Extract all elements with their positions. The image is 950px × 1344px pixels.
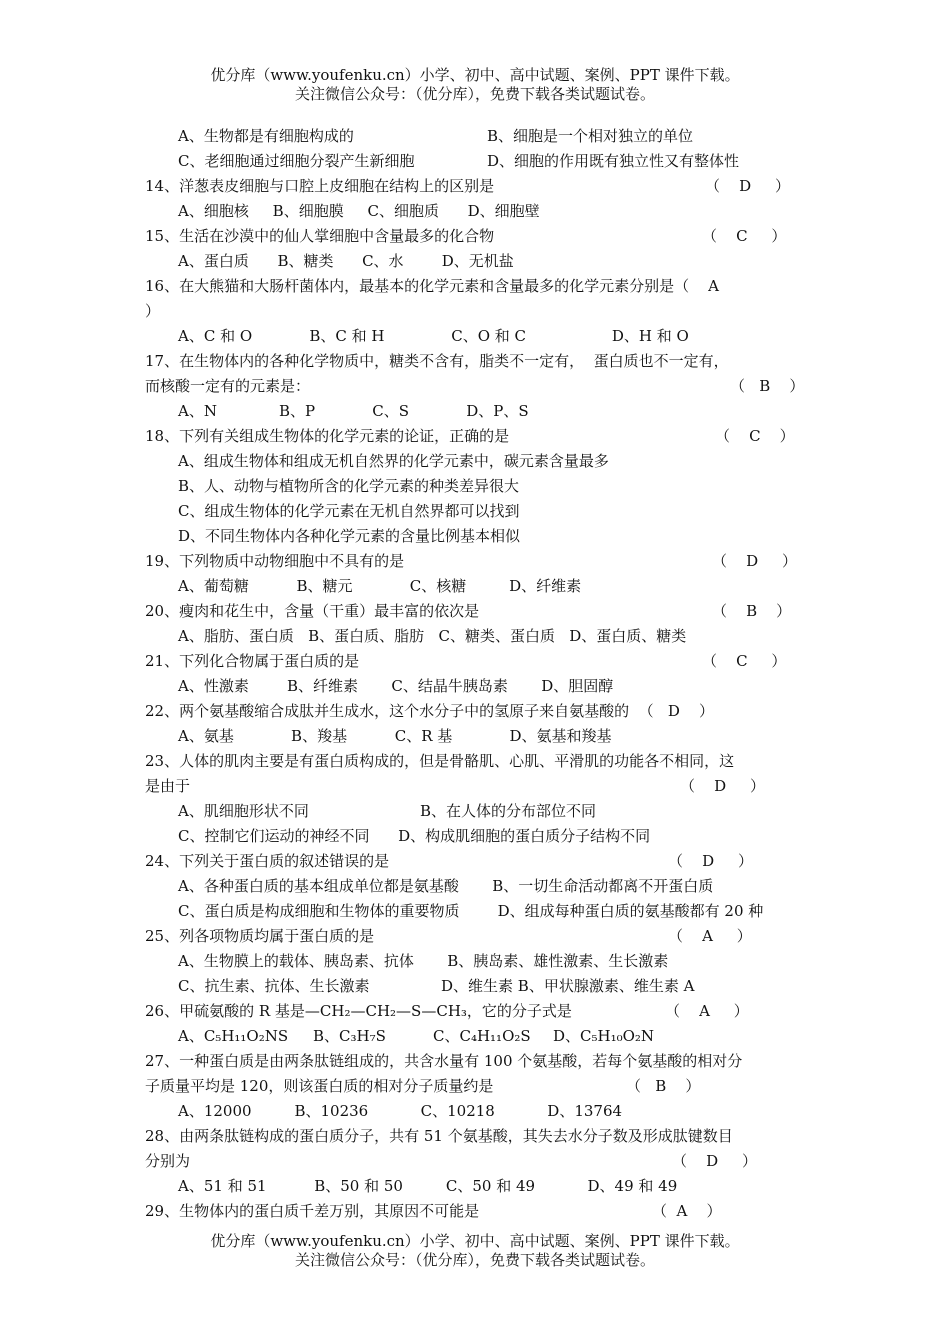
option-18-a: A、组成生物体和组成无机自然界的化学元素中，碳元素含量最多 bbox=[178, 452, 609, 470]
answer-26: （ A ） bbox=[665, 1002, 749, 1020]
option-line: C、老细胞通过细胞分裂产生新细胞 bbox=[178, 152, 415, 170]
answer-21: （ C ） bbox=[702, 652, 787, 670]
option-26-b: B、C₃H₇S bbox=[313, 1027, 386, 1045]
question-23-cont: 是由于 bbox=[145, 777, 191, 795]
header-line-2: 关注微信公众号：（优分库），免费下载各类试题试卷。 bbox=[294, 85, 655, 103]
options-19: A、葡萄糖 B、糖元 C、核糖 D、纤维素 bbox=[178, 577, 582, 595]
options-28: A、51 和 51 B、50 和 50 C、50 和 49 D、49 和 49 bbox=[178, 1177, 678, 1195]
option-23-b: B、在人体的分布部位不同 bbox=[420, 802, 597, 820]
option-18-d: D、不同生物体内各种化学元素的含量比例基本相似 bbox=[178, 527, 521, 545]
question-16: 16、在大熊猫和大肠杆菌体内，最基本的化学元素和含量最多的化学元素分别是（ A bbox=[145, 277, 719, 295]
option-23-a: A、肌细胞形状不同 bbox=[178, 802, 309, 820]
question-23: 23、人体的肌肉主要是有蛋白质构成的，但是骨骼肌、心肌、平滑肌的功能各不相同，这 bbox=[145, 752, 735, 770]
option-25-ab: A、生物膜上的载体、胰岛素、抗体 B、胰岛素、雄性激素、生长激素 bbox=[178, 952, 669, 970]
page-header bbox=[0, 66, 950, 104]
question-18: 18、下列有关组成生物体的化学元素的论证，正确的是 bbox=[145, 427, 510, 445]
option-23-cd: C、控制它们运动的神经不同 D、构成肌细胞的蛋白质分子结构不同 bbox=[178, 827, 651, 845]
answer-15: （ C ） bbox=[702, 227, 787, 245]
question-22: 22、两个氨基酸缩合成肽并生成水，这个水分子中的氢原子来自氨基酸的 （ D ） bbox=[145, 702, 715, 720]
question-15: 15、生活在沙漠中的仙人掌细胞中含量最多的化合物 bbox=[145, 227, 495, 245]
options-21: A、性激素 B、纤维素 C、结晶牛胰岛素 D、胆固醇 bbox=[178, 677, 614, 695]
options-20: A、脂肪、蛋白质 B、蛋白质、脂肪 C、糖类、蛋白质 D、蛋白质、糖类 bbox=[178, 627, 687, 645]
question-14: 14、洋葱表皮细胞与口腔上皮细胞在结构上的区别是 bbox=[145, 177, 495, 195]
question-19: 19、下列物质中动物细胞中不具有的是 bbox=[145, 552, 405, 570]
question-25: 25、列各项物质均属于蛋白质的是 bbox=[145, 927, 375, 945]
option-line: A、生物都是有细胞构成的 bbox=[178, 127, 354, 145]
question-27: 27、一种蛋白质是由两条肽链组成的，共含水量有 100 个氨基酸，若每个氨基酸的相对分 bbox=[145, 1052, 743, 1070]
option-24-ab: A、各种蛋白质的基本组成单位都是氨基酸 B、一切生命活动都离不开蛋白质 bbox=[178, 877, 714, 895]
options-17: A、N B、P C、S D、P、S bbox=[178, 402, 529, 420]
answer-18: （ C ） bbox=[715, 427, 795, 445]
header-line-1: 优分库（www.youfenku.cn）小学、初中、高中试题、案例、PPT 课件下载。 bbox=[210, 66, 740, 84]
option-18-c: C、组成生物体的化学元素在无机自然界都可以找到 bbox=[178, 502, 520, 520]
question-16-cont: ） bbox=[145, 302, 161, 320]
answer-23: （ D ） bbox=[680, 777, 765, 795]
question-28: 28、由两条肽链构成的蛋白质分子，共有 51 个氨基酸，其失去水分子数及形成肽键数目 bbox=[145, 1127, 733, 1145]
footer-line-2: 关注微信公众号：（优分库），免费下载各类试题试卷。 bbox=[294, 1251, 655, 1269]
answer-27: （ B ） bbox=[626, 1077, 701, 1095]
question-21: 21、下列化合物属于蛋白质的是 bbox=[145, 652, 360, 670]
option-24-cd: C、蛋白质是构成细胞和生物体的重要物质 D、组成每种蛋白质的氨基酸都有 20 种 bbox=[178, 902, 764, 920]
question-26: 26、甲硫氨酸的 R 基是—CH₂—CH₂—S—CH₃，它的分子式是 bbox=[145, 1002, 572, 1020]
question-17-cont: 而核酸一定有的元素是： bbox=[145, 377, 311, 395]
footer-line-1: 优分库（www.youfenku.cn）小学、初中、高中试题、案例、PPT 课件下载。 bbox=[210, 1232, 740, 1250]
question-29: 29、生物体内的蛋白质千差万别，其原因不可能是 bbox=[145, 1202, 480, 1220]
answer-17: （ B ） bbox=[730, 377, 805, 395]
answer-20: （ B ） bbox=[712, 602, 792, 620]
answer-29: （ A ） bbox=[652, 1202, 722, 1220]
option-25-cd: C、抗生素、抗体、生长激素 D、维生素 B、甲状腺激素、维生素 A bbox=[178, 977, 695, 995]
page-footer bbox=[0, 1232, 950, 1270]
option-line: D、细胞的作用既有独立性又有整体性 bbox=[487, 152, 740, 170]
options-14: A、细胞核 B、细胞膜 C、细胞质 D、细胞壁 bbox=[178, 202, 540, 220]
question-27-cont: 子质量平均是 120，则该蛋白质的相对分子质量约是 bbox=[145, 1077, 494, 1095]
question-20: 20、瘦肉和花生中，含量（干重）最丰富的依次是 bbox=[145, 602, 480, 620]
options-27: A、12000 B、10236 C、10218 D、13764 bbox=[178, 1102, 623, 1120]
option-line: B、细胞是一个相对独立的单位 bbox=[487, 127, 694, 145]
option-26-c: C、C₄H₁₁O₂S bbox=[433, 1027, 531, 1045]
options-22: A、氨基 B、羧基 C、R 基 D、氨基和羧基 bbox=[178, 727, 612, 745]
option-26-a: A、C₅H₁₁O₂NS bbox=[178, 1027, 289, 1045]
options-15: A、蛋白质 B、糖类 C、水 D、无机盐 bbox=[178, 252, 514, 270]
option-26-d: D、C₅H₁₀O₂N bbox=[553, 1027, 655, 1045]
question-24: 24、下列关于蛋白质的叙述错误的是 bbox=[145, 852, 390, 870]
answer-28: （ D ） bbox=[672, 1152, 757, 1170]
question-17: 17、在生物体内的各种化学物质中，糖类不含有，脂类不一定有， 蛋白质也不一定有， bbox=[145, 352, 729, 370]
answer-19: （ D ） bbox=[712, 552, 797, 570]
answer-24: （ D ） bbox=[668, 852, 753, 870]
answer-14: （ D ） bbox=[705, 177, 790, 195]
option-18-b: B、人、动物与植物所含的化学元素的种类差异很大 bbox=[178, 477, 520, 495]
options-16: A、C 和 O B、C 和 H C、O 和 C D、H 和 O bbox=[178, 327, 689, 345]
answer-25: （ A ） bbox=[668, 927, 752, 945]
question-28-cont: 分别为 bbox=[145, 1152, 191, 1170]
